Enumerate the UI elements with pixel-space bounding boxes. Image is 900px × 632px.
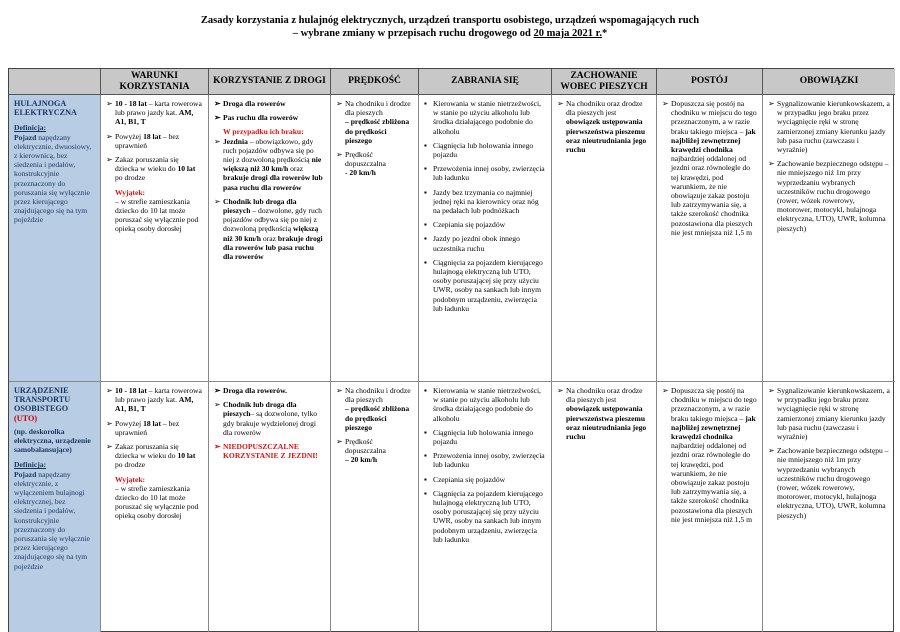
row1-droga-item — [214, 137, 325, 192]
row2-warunki-18: 18 lat — [143, 418, 161, 428]
row1-warunki-road: po drodze — [115, 173, 146, 183]
row2-warunki-licence: – karta rowerowa lub prawo jazdy kat. — [115, 386, 202, 405]
header-empty — [9, 69, 101, 95]
row1-chodnik-speed: większą niż 30 km/h — [223, 224, 319, 243]
header-piesi: ZACHOWANIE WOBEC PIESZYCH — [552, 69, 657, 95]
row1-warunki-18: 18 lat — [143, 131, 161, 141]
row1-zabrania-item: ▪ Przewożenia innej osoby, zwierzęcia lub ładunku — [424, 164, 546, 182]
header-predkosc: PRĘDKOŚĆ — [331, 69, 419, 95]
row1-zabrania-item: ▪ Ciągnięcia lub holowania innego pojazdu — [424, 141, 546, 159]
row1-obowiazki-item: ➢ Sygnalizowanie kierunkowskazem, a w przypadku jego braku przez wyciągnięcie ręki w stronę zamierzonej zmiany kierunku jazdy lub pasa ruchu (zawczasu i wyraźnie) — [768, 99, 890, 154]
header-postoj: POSTÓJ — [657, 69, 763, 95]
row1-definition — [14, 133, 95, 225]
title-line-2-text: – wybrane zmiany w przepisach ruchu drogowego od — [292, 28, 534, 39]
row1-droga-item: ➢ Droga dla rowerów — [214, 99, 325, 108]
row1-jezdnia-text: – obowiązkowo, gdy ruch pojazdów odbywa się po niej z dozwoloną prędkością — [223, 136, 314, 165]
row2-droga-warning: ➢ NIEDOPUSZCZALNE KORZYSTANIE Z JEZDNI! — [214, 442, 325, 460]
row1-predkosc-cell — [331, 95, 419, 382]
row1-exception-label: Wyjątek: — [115, 187, 146, 197]
document-title — [0, 14, 900, 40]
row2-zabrania-item: ▪ Ciągnięcia lub holowania innego pojazdu — [424, 428, 546, 446]
rules-table — [8, 68, 894, 632]
row2-piesi-bold: obowiązek ustępowania pierwszeństwa pieszemu oraz nieutrudniania jego ruchu — [566, 404, 647, 442]
row2-piesi-cell — [552, 382, 657, 632]
row1-piesi-bold: obowiązek ustępowania pierwszeństwa pieszemu oraz nieutrudniania jego ruchu — [566, 117, 647, 155]
row1-vehicle-cell — [9, 95, 101, 382]
row1-predkosc-sidewalk: Na chodniku i drodze dla pieszych — [345, 99, 411, 118]
row1-jezdnia: Jezdnia — [223, 136, 248, 146]
row2-warunki-item — [106, 386, 203, 414]
row1-zabrania-item: ▪ Jazdy bez trzymania co najmniej jednej ręki na kierownicy oraz nóg na pedałach lub podnóżkach — [424, 188, 546, 216]
row1-obowiazki-cell — [763, 95, 895, 382]
row2-chodnik-text: – są dozwolone, tylko gdy brakuje wydzielonej drogi dla rowerów — [223, 409, 318, 437]
row1-warunki-no-licence: – bez uprawnień — [115, 131, 180, 150]
row1-jezdnia-condition: brakuje drogi dla rowerów lub pasa ruchu dla rowerów — [223, 173, 323, 192]
row1-zabrania-item: ▪ Czepiania się pojazdów — [424, 220, 546, 229]
row1-zabrania-item: ▪ Kierowania w stanie nietrzeźwości, w stanie po użyciu alkoholu lub środka działającego podobnie do alkoholu — [424, 99, 546, 136]
row2-postoj-text2: najbardziej oddalonej od jezdni oraz równolegle do tej krawędzi, pod warunkiem, że nie obowiązuje zakaz postoju lub zatrzymywania się, a także szerokość chodnika pozostawiona dla pieszych nie jest mniejsza niż 1,5 m — [671, 441, 753, 524]
title-asterisk: * — [601, 28, 608, 39]
row2-piesi-text: Na chodniku oraz drodze dla pieszych jest — [566, 386, 643, 405]
row1-zabrania-item: ▪ Ciągnięcia za pojazdem kierującego hulajnogą elektryczną lub UTO, osoby poruszającej się przy użyciu UWR, osoby na sankach lub innym podobnym urządzeniu, zwierzęcia lub ładunku — [424, 258, 546, 313]
row1-zabrania-item: ▪ Jazdy po jezdni obok innego uczestnika ruchu — [424, 234, 546, 252]
row2-postoj-text1: Dopuszcza się postój na chodniku w miejscu do tego przeznaczonym, a w razie braku takiego miejsca – — [671, 386, 757, 423]
row1-warunki-categories: AM, A1, B1, T — [115, 108, 194, 127]
row1-exception-text: – w strefie zamieszkania dziecko do 10 lat może poruszać się wyłącznie pod opieką osoby dorosłej — [115, 196, 199, 234]
row2-postoj-bold: jak najbliżej zewnętrznej krawędzi chodnika — [671, 413, 756, 442]
row1-predkosc-item — [336, 99, 413, 145]
row2-predkosc-item — [336, 386, 413, 432]
row2-warunki-cell — [101, 382, 209, 632]
row2-predkosc-cell — [331, 382, 419, 632]
row2-obowiazki-item: ➢ Zachowanie bezpiecznego odstępu – nie mniejszego niż 1m przy wyprzedzaniu wybranych uczestników ruchu drogowego (rower, wózek rowerowy, motorower, motocykl, hulajnoga elektryczna, UTO), UWR, kolumna pieszych) — [768, 446, 890, 520]
row2-postoj-item — [662, 386, 757, 524]
row2-exception-label: Wyjątek: — [115, 474, 146, 484]
row1-warunki-age: 10 - 18 lat — [115, 99, 147, 108]
row2-zabrania-item: ▪ Ciągnięcia za pojazdem kierującego hulajnogą elektryczną lub UTO, osoby poruszającej się przy użyciu UWR, osoby na sankach lub innym podobnym urządzeniu, zwierzęcia lub ładunku — [424, 489, 546, 544]
row1-exception — [106, 188, 203, 234]
row2-warunki-road: po drodze — [115, 460, 146, 470]
row2-vehicle-name: URZĄDZENIE TRANSPORTU OSOBISTEGO — [14, 386, 71, 414]
row1-predkosc-limit: Prędkość dopuszczalna — [345, 150, 386, 169]
row1-definition-text: napędzany elektrycznie, dwuosiowy, z kierownicą, bez siedzenia i pedałów, konstrukcyjnie przeznaczony do poruszania się wyłącznie przez kierującego znajdującego się na tym pojeździe — [14, 132, 92, 225]
row2-vehicle-examples: (np. deskorolka elektryczna, urządzenie samobalansujące) — [14, 426, 91, 455]
row2-exception-text: – w strefie zamieszkania dziecko do 10 lat może poruszać się wyłącznie pod opieką osoby dorosłej — [115, 483, 199, 521]
row2-vehicle-abbr: (UTO) — [14, 413, 38, 423]
row2-warunki-10: 10 lat — [177, 451, 196, 461]
row1-jezdnia-speed: nie większą niż 30 km/h — [223, 155, 322, 174]
row2-predkosc-sidewalk-bold: – prędkość zbliżona do prędkości pieszego — [345, 404, 410, 432]
row1-postoj-text1: Dopuszcza się postój na chodniku w miejscu do tego przeznaczonym, a w razie braku takiego miejsca – — [671, 99, 757, 136]
title-line-2 — [0, 27, 900, 40]
row1-predkosc-sidewalk-bold: – prędkość zbliżona do prędkości pieszego — [345, 117, 410, 145]
row1-warunki-item — [106, 99, 203, 127]
row2-obowiazki-item: ➢ Sygnalizowanie kierunkowskazem, a w przypadku jego braku przez wyciągnięcie ręki w stronę zamierzonej zmiany kierunku jazdy lub pasa ruchu (zawczasu i wyraźnie) — [768, 386, 890, 441]
row2-droga-item: ➢ Droga dla rowerów. — [214, 386, 325, 395]
row1-warunki-item — [106, 155, 203, 183]
row1-droga-red: W przypadku ich braku: — [223, 127, 304, 137]
row2-droga-item — [214, 400, 325, 437]
row2-piesi-item — [557, 386, 651, 441]
row2-warunki-no-licence: – bez uprawnień — [115, 418, 180, 437]
row1-chodnik-text: – dozwolone, gdy ruch pojazdów odbywa się po niej z dozwoloną prędkością — [223, 206, 322, 234]
row2-predkosc-limit-value: – 20 km/h — [345, 455, 378, 465]
row1-predkosc-item — [336, 150, 413, 178]
row2-predkosc-limit: Prędkość dopuszczalna — [345, 437, 386, 456]
row2-warunki-item — [106, 442, 203, 470]
row1-definition-label: Definicja: — [14, 123, 47, 133]
row1-chodnik-oraz: oraz — [262, 233, 276, 243]
row2-warunki-above: Powyżej — [115, 418, 142, 428]
row1-obowiazki-item: ➢ Zachowanie bezpiecznego odstępu – nie mniejszego niż 1m przy wyprzedzaniu wybranych uczestników ruchu drogowego (rower, wózek rowerowy, motorower, motocykl, hulajnoga elektryczna, UTO), UWR, kolumna pieszych) — [768, 159, 890, 233]
row1-piesi-item — [557, 99, 651, 154]
row2-warunki-categories: AM, A1, B1, T — [115, 395, 194, 414]
row2-warunki-age: 10 - 18 lat — [115, 386, 147, 395]
title-date: 20 maja 2021 r. — [533, 28, 602, 39]
row1-predkosc-limit-value: - 20 km/h — [345, 168, 376, 178]
row1-zabrania-cell — [419, 95, 552, 382]
row1-chodnik-condition: brakuje drogi dla rowerów lub pasa ruchu dla rowerów — [223, 233, 323, 262]
row1-droga-item — [214, 197, 325, 261]
row1-postoj-text2: najbardziej oddalonej od jezdni oraz równolegle do tej krawędzi, pod warunkiem, że nie obowiązuje zakaz postoju lub zatrzymywania się, a także szerokość chodnika pozostawiona dla pieszych nie jest mniejsza niż 1,5 m — [671, 154, 753, 237]
row1-chodnik: Chodnik lub droga dla pieszych — [223, 196, 297, 216]
row1-warunki-licence: – karta rowerowa lub prawo jazdy kat. — [115, 99, 202, 118]
row2-obowiazki-cell — [763, 382, 895, 632]
row1-warunki-ban: Zakaz poruszania się dziecka w wieku do — [115, 155, 179, 174]
row2-warunki-item — [106, 419, 203, 437]
row2-chodnik: Chodnik lub droga dla pieszych — [223, 400, 297, 419]
row1-postoj-bold: jak najbliżej zewnętrznej krawędzi chodnika — [671, 126, 756, 155]
row2-predkosc-item — [336, 437, 413, 465]
header-korzystanie: KORZYSTANIE Z DROGI — [209, 69, 331, 95]
header-zabrania: ZABRANIA SIĘ — [419, 69, 552, 95]
row1-postoj-cell — [657, 95, 763, 382]
row1-vehicle-name: HULAJNOGA ELEKTRYCZNA — [14, 99, 77, 118]
row1-warunki-cell — [101, 95, 209, 382]
row2-zabrania-item: ▪ Przewożenia innej osoby, zwierzęcia lub ładunku — [424, 451, 546, 469]
row1-droga-item: ➢ Pas ruchu dla rowerów — [214, 113, 325, 122]
row2-zabrania-item: ▪ Czepiania się pojazdów — [424, 475, 546, 484]
row2-definition — [14, 470, 95, 571]
row1-definition-bold: Pojazd — [14, 132, 37, 142]
row2-definition-bold: Pojazd — [14, 469, 37, 479]
row1-droga-cell — [209, 95, 331, 382]
row2-definition-label: Definicja: — [14, 460, 47, 470]
row2-exception — [106, 475, 203, 521]
row1-postoj-item — [662, 99, 757, 237]
header-obowiazki: OBOWIĄZKI — [763, 69, 895, 95]
row2-definition-text: napędzany elektrycznie, z wyłączeniem hulajnogi elektrycznej, bez siedzenia i pedałów, konstrukcyjnie przeznaczony do poruszania się wyłącznie przez kierującego znajdującego się na tym pojeździe — [14, 469, 90, 571]
row2-droga-cell — [209, 382, 331, 632]
row2-zabrania-item: ▪ Kierowania w stanie nietrzeźwości, w stanie po użyciu alkoholu lub środka działającego podobnie do alkoholu — [424, 386, 546, 423]
header-warunki: WARUNKI KORZYSTANIA — [101, 69, 209, 95]
title-line-1: Zasady korzystania z hulajnóg elektrycznych, urządzeń transportu osobistego, urządzeń wspomagających ruch — [200, 15, 700, 26]
row1-piesi-cell — [552, 95, 657, 382]
row2-postoj-cell — [657, 382, 763, 632]
row2-vehicle-cell — [9, 382, 101, 632]
row2-predkosc-sidewalk: Na chodniku i drodze dla pieszych — [345, 386, 411, 405]
row2-warunki-ban: Zakaz poruszania się dziecka w wieku do — [115, 442, 179, 461]
row1-warunki-10: 10 lat — [177, 164, 196, 174]
row1-piesi-text: Na chodniku oraz drodze dla pieszych jest — [566, 99, 643, 118]
row2-zabrania-cell — [419, 382, 552, 632]
row1-warunki-item — [106, 132, 203, 150]
row1-jezdnia-oraz: oraz — [290, 164, 304, 174]
row1-warunki-above: Powyżej — [115, 131, 142, 141]
